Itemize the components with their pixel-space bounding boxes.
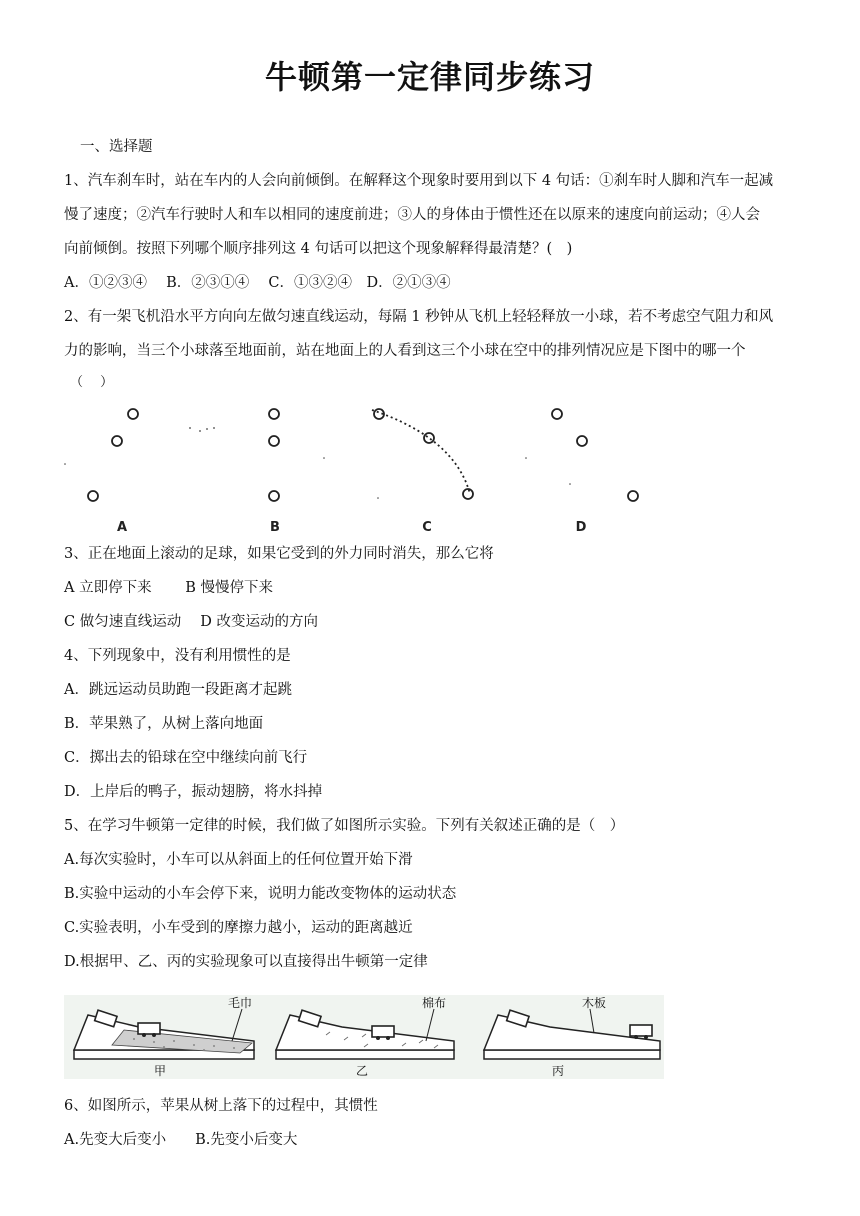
ball-c-3 xyxy=(463,489,473,499)
q2-line-1: 2、有一架飞机沿水平方向向左做匀速直线运动，每隔 1 秒钟从飞机上轻轻释放一小球，若不考虑空气阻力和风 xyxy=(64,309,774,325)
q2-line-3: （ ） xyxy=(70,375,114,390)
ball-a-2 xyxy=(112,436,122,446)
ball-c-2 xyxy=(424,433,434,443)
q1-line-3: 向前倾倒。按照下列哪个顺序排列这 4 句话可以把这个现象解释得最清楚？( ) xyxy=(64,241,573,257)
q6-stem: 6、如图所示，苹果从树上落下的过程中，其惯性 xyxy=(64,1098,378,1114)
q1-options: A．①②③④ B．②③①④ C．①③②④ D．②①③④ xyxy=(64,275,451,291)
fig-label-a: A xyxy=(116,520,128,535)
trajectory-c xyxy=(372,410,470,494)
ball-b-3 xyxy=(269,491,279,501)
panel-label-yi: 乙 xyxy=(355,1064,369,1078)
ball-d-2 xyxy=(577,436,587,446)
label-towel: 毛巾 xyxy=(227,996,253,1010)
q3-options-row2: C 做匀速直线运动 D 改变运动的方向 xyxy=(64,614,319,630)
q6-options-row1: A.先变大后变小 B.先变小后变大 xyxy=(64,1132,298,1148)
ramp-experiment-figure xyxy=(64,995,664,1079)
falling-balls-figure xyxy=(60,398,660,538)
q4-option-d: D．上岸后的鸭子，振动翅膀，将水抖掉 xyxy=(64,784,323,800)
ball-d-1 xyxy=(552,409,562,419)
q4-stem: 4、下列现象中，没有利用惯性的是 xyxy=(64,648,291,664)
q5-stem: 5、在学习牛顿第一定律的时候，我们做了如图所示实验。下列有关叙述正确的是（ ） xyxy=(64,818,625,834)
q1-line-2: 慢了速度；②汽车行驶时人和车以相同的速度前进；③人的身体由于惯性还在以原来的速度向前运动；④人会 xyxy=(64,207,760,223)
q4-option-b: B．苹果熟了，从树上落向地面 xyxy=(64,716,264,732)
page-title: 牛顿第一定律同步练习 xyxy=(264,58,595,96)
ball-b-2 xyxy=(269,436,279,446)
q5-option-b: B.实验中运动的小车会停下来，说明力能改变物体的运动状态 xyxy=(64,886,457,902)
section-heading: 一、选择题 xyxy=(80,139,153,155)
label-cotton: 棉布 xyxy=(421,996,447,1010)
ball-a-3 xyxy=(88,491,98,501)
ball-d-3 xyxy=(628,491,638,501)
ball-a-1 xyxy=(128,409,138,419)
panel-label-jia: 甲 xyxy=(153,1064,167,1078)
ball-b-1 xyxy=(269,409,279,419)
panel-label-bing: 丙 xyxy=(551,1064,565,1078)
q5-option-a: A.每次实验时，小车可以从斜面上的任何位置开始下滑 xyxy=(64,852,413,868)
q5-option-c: C.实验表明，小车受到的摩擦力越小，运动的距离越近 xyxy=(64,920,413,936)
q5-option-d: D.根据甲、乙、丙的实验现象可以直接得出牛顿第一定律 xyxy=(64,954,428,970)
fig-label-c: C xyxy=(422,520,432,535)
q2-line-2: 力的影响，当三个小球落至地面前，站在地面上的人看到这三个小球在空中的排列情况应是下图中的哪一个 xyxy=(64,343,746,359)
q1-line-1: 1、汽车刹车时，站在车内的人会向前倾倒。在解释这个现象时要用到以下 4 句话：①刹车时人脚和汽车一起减 xyxy=(64,173,774,189)
q4-option-a: A．跳远运动员助跑一段距离才起跳 xyxy=(64,682,292,698)
q3-options-row1: A 立即停下来 B 慢慢停下来 xyxy=(64,580,273,596)
fig-label-b: B xyxy=(270,520,280,535)
q4-option-c: C．掷出去的铅球在空中继续向前飞行 xyxy=(64,750,308,766)
fig-label-d: D xyxy=(575,520,587,535)
label-wood: 木板 xyxy=(581,996,607,1010)
q3-stem: 3、正在地面上滚动的足球，如果它受到的外力同时消失，那么它将 xyxy=(64,546,494,562)
